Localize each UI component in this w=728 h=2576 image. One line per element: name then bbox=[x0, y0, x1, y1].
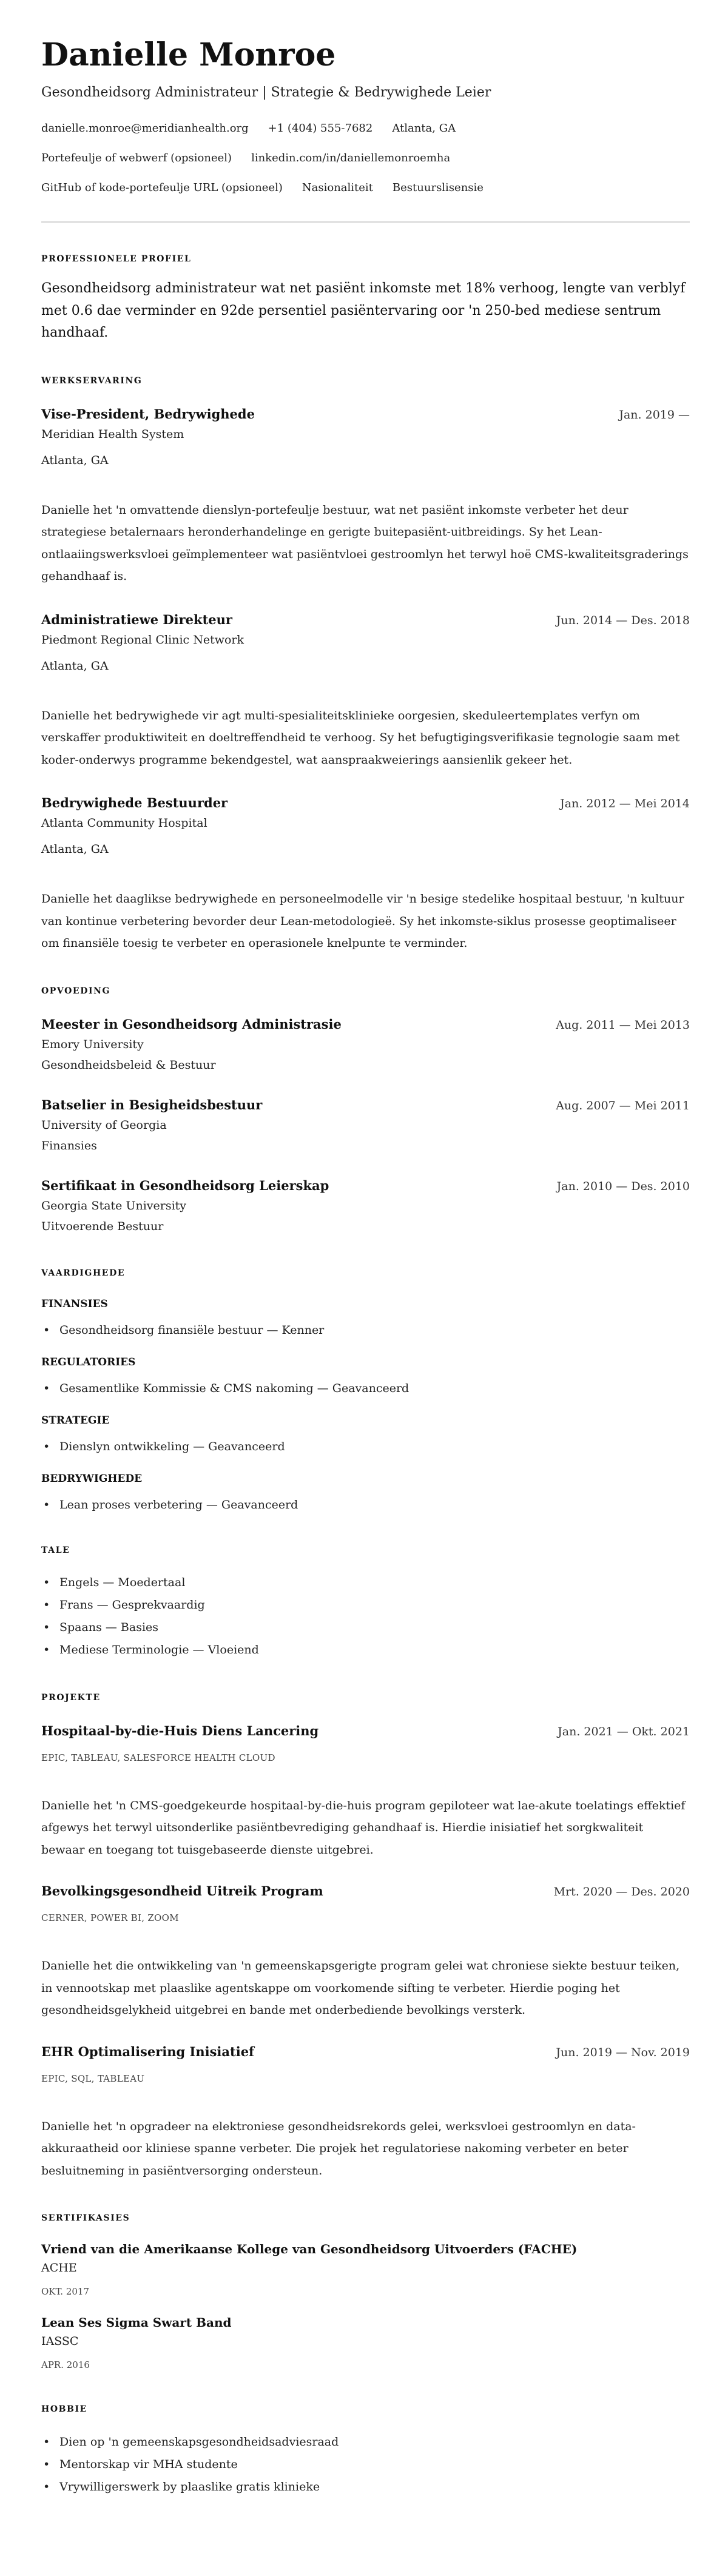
certification-entry bbox=[41, 2314, 690, 2373]
job-entry bbox=[41, 405, 690, 588]
project-title: EHR Optimalisering Inisiatief bbox=[41, 2043, 255, 2059]
job-location: Atlanta, GA bbox=[41, 842, 109, 856]
language-item: • Mediese Terminologie — Vloeiend bbox=[41, 1639, 690, 1661]
project-list bbox=[41, 1722, 690, 2182]
job-dates: Jun. 2014 — Des. 2018 bbox=[556, 613, 690, 627]
skill-category: STRATEGIE bbox=[41, 1414, 110, 1427]
section-heading-hobbies: HOBBIE bbox=[41, 2404, 87, 2414]
job-description: Danielle het bedrywighede vir agt multi-spesialiteitsklinieke oorgesien, skeduleertemplates verfyn om verskaffer produktiwiteit en doeltreffendheid te verhoog. Sy het befugtigingsverifikasie tegnologie saam met koder-onderwys programme bekendgestel, wat aanspraakweierings aansienlik gekeer het. bbox=[41, 708, 680, 767]
certification-issuer: ACHE bbox=[41, 2261, 77, 2275]
school-name: University of Georgia bbox=[41, 1118, 167, 1132]
certification-list bbox=[41, 2241, 690, 2373]
certification-entry bbox=[41, 2241, 690, 2299]
skill-list bbox=[41, 1321, 690, 1339]
job-company: Atlanta Community Hospital bbox=[41, 816, 207, 830]
job-dates: Jan. 2019 — bbox=[619, 408, 690, 422]
project-tech-stack: CERNER, POWER BI, ZOOM bbox=[41, 1912, 179, 1923]
contact-row bbox=[41, 121, 690, 136]
candidate-name: Danielle Monroe bbox=[41, 36, 336, 73]
certification-issuer: IASSC bbox=[41, 2335, 79, 2348]
hobby-list bbox=[41, 2431, 690, 2498]
field-of-study: Uitvoerende Bestuur bbox=[41, 1219, 164, 1233]
header-divider bbox=[41, 221, 690, 223]
section-heading-certifications: SERTIFIKASIES bbox=[41, 2213, 130, 2223]
linkedin-link[interactable]: linkedin.com/in/daniellemonroemha bbox=[251, 152, 451, 164]
hobby-item: • Dien op 'n gemeenskapsgesondheidsadviesraad bbox=[41, 2431, 690, 2453]
project-title: Bevolkingsgesondheid Uitreik Program bbox=[41, 1883, 323, 1898]
project-entry bbox=[41, 2043, 690, 2182]
education-list bbox=[41, 1015, 690, 1237]
education-dates: Aug. 2007 — Mei 2011 bbox=[556, 1098, 690, 1112]
portfolio-link[interactable]: Portefeulje of webwerf (opsioneel) bbox=[41, 152, 232, 164]
education-entry bbox=[41, 1096, 690, 1156]
candidate-headline: Gesondheidsorg Administrateur | Strategie & Bedrywighede Leier bbox=[41, 85, 491, 100]
education-entry bbox=[41, 1015, 690, 1075]
project-description: Danielle het 'n CMS-goedgekeurde hospitaal-by-die-huis program gepiloteer wat lae-akute toelatings effektief afgewys het terwyl uitsonderlike pasiëntbevrediging gehandhaaf is. Hierdie inisiatief het sorgkwaliteit bewaar en toegang tot tuisgebaseerde dienste uitgebrei. bbox=[41, 1798, 686, 1857]
job-company: Piedmont Regional Clinic Network bbox=[41, 633, 244, 647]
skill-item: • Gesamentlike Kommissie & CMS nakoming — Geavanceerd bbox=[41, 1379, 690, 1397]
project-tech-stack: EPIC, SQL, TABLEAU bbox=[41, 2073, 145, 2084]
section-heading-profile: PROFESSIONELE PROFIEL bbox=[41, 254, 192, 264]
skill-category: REGULATORIES bbox=[41, 1356, 136, 1368]
project-title: Hospitaal-by-die-Huis Diens Lancering bbox=[41, 1723, 319, 1738]
location: Atlanta, GA bbox=[392, 122, 456, 135]
job-company: Meridian Health System bbox=[41, 427, 184, 441]
certification-title: Lean Ses Sigma Swart Band bbox=[41, 2315, 232, 2330]
job-title: Vise-President, Bedrywighede bbox=[41, 406, 255, 422]
language-item: • Frans — Gesprekvaardig bbox=[41, 1594, 690, 1616]
school-name: Emory University bbox=[41, 1037, 144, 1051]
job-description: Danielle het 'n omvattende dienslyn-portefeulje bestuur, wat net pasiënt inkomste verbeter het deur strategiese betalernaars heronderhandelinge en gerigte buitepasiënt-uitbreidings. Sy het Lean-ontlaaiingswerksvloei geïmplementeer wat pasiëntvloei gestroomlyn het terwyl hoë CMS-kwaliteitsgraderings gehandhaaf is. bbox=[41, 503, 689, 583]
skill-item: • Gesondheidsorg finansiële bestuur — Kenner bbox=[41, 1321, 690, 1339]
job-location: Atlanta, GA bbox=[41, 453, 109, 467]
skill-item: • Dienslyn ontwikkeling — Geavanceerd bbox=[41, 1438, 690, 1456]
degree-title: Sertifikaat in Gesondheidsorg Leierskap bbox=[41, 1177, 329, 1193]
job-entry bbox=[41, 611, 690, 772]
language-item: • Spaans — Basies bbox=[41, 1616, 690, 1639]
drivers-license: Bestuurslisensie bbox=[392, 181, 484, 194]
job-entry bbox=[41, 794, 690, 955]
job-dates: Jan. 2012 — Mei 2014 bbox=[560, 797, 690, 810]
experience-list bbox=[41, 405, 690, 955]
resume-header bbox=[41, 36, 690, 196]
job-title: Bedrywighede Bestuurder bbox=[41, 795, 228, 810]
nationality: Nasionaliteit bbox=[302, 181, 373, 194]
job-title: Administratiewe Direkteur bbox=[41, 611, 232, 627]
field-of-study: Gesondheidsbeleid & Bestuur bbox=[41, 1058, 216, 1072]
profile-summary: Gesondheidsorg administrateur wat net pasiënt inkomste met 18% verhoog, lengte van verblyf met 0.6 dae verminder en 92de persentiel pasiëntervaring oor 'n 250-bed mediese sentrum handhaaf. bbox=[41, 281, 686, 340]
project-tech-stack: EPIC, TABLEAU, SALESFORCE HEALTH CLOUD bbox=[41, 1752, 275, 1763]
skill-list bbox=[41, 1379, 690, 1397]
section-heading-languages: TALE bbox=[41, 1545, 70, 1555]
degree-title: Meester in Gesondheidsorg Administrasie bbox=[41, 1016, 342, 1032]
phone-number: +1 (404) 555-7682 bbox=[268, 122, 373, 135]
field-of-study: Finansies bbox=[41, 1138, 97, 1152]
contact-row bbox=[41, 180, 690, 196]
skill-item: • Lean proses verbetering — Geavanceerd bbox=[41, 1496, 690, 1514]
education-dates: Aug. 2011 — Mei 2013 bbox=[556, 1018, 690, 1032]
project-description: Danielle het die ontwikkeling van 'n gemeenskapsgerigte program gelei wat chroniese siekte bestuur teiken, in vennootskap met plaaslike agentskappe om voorkomende sifting te verbeter. Hierdie poging het gesondheidsgelykheid uitgebrei en bande met onderbediende bevolkings versterk. bbox=[41, 1959, 680, 2017]
job-description: Danielle het daaglikse bedrywighede en personeelmodelle vir 'n besige stedelike hospitaal bestuur, 'n kultuur van kontinue verbetering bevorder deur Lean-metodologieë. Sy het inkomste-siklus prosesse geoptimaliseer om finansiële toesig te verbeter en operasionele knelpunte te verminder. bbox=[41, 892, 684, 950]
project-dates: Jan. 2021 — Okt. 2021 bbox=[558, 1724, 690, 1738]
project-dates: Jun. 2019 — Nov. 2019 bbox=[556, 2045, 690, 2059]
education-entry bbox=[41, 1177, 690, 1237]
section-heading-projects: PROJEKTE bbox=[41, 1692, 101, 1703]
school-name: Georgia State University bbox=[41, 1199, 187, 1212]
project-dates: Mrt. 2020 — Des. 2020 bbox=[553, 1885, 690, 1898]
skill-category: FINANSIES bbox=[41, 1297, 108, 1310]
section-heading-experience: WERKSERVARING bbox=[41, 375, 143, 386]
skill-list bbox=[41, 1438, 690, 1456]
skill-list bbox=[41, 1496, 690, 1514]
degree-title: Batselier in Besigheidsbestuur bbox=[41, 1097, 263, 1112]
certification-date: OKT. 2017 bbox=[41, 2286, 90, 2297]
section-heading-education: OPVOEDING bbox=[41, 986, 111, 996]
certification-date: APR. 2016 bbox=[41, 2359, 90, 2370]
project-description: Danielle het 'n opgradeer na elektroniese gesondheidsrekords gelei, werksvloei gestroomlyn en data-akkuraatheid oor kliniese spanne verbeter. Die projek het regulatoriese nakoming verbeter en beter besluitneming in pasiëntversorging ondersteun. bbox=[41, 2119, 636, 2177]
project-entry bbox=[41, 1722, 690, 1861]
github-link[interactable]: GitHub of kode-portefeulje URL (opsioneel) bbox=[41, 181, 283, 194]
language-item: • Engels — Moedertaal bbox=[41, 1572, 690, 1594]
hobby-item: • Mentorskap vir MHA studente bbox=[41, 2453, 690, 2476]
skill-category: BEDRYWIGHEDE bbox=[41, 1472, 143, 1485]
certification-title: Vriend van die Amerikaanse Kollege van Gesondheidsorg Uitvoerders (FACHE) bbox=[41, 2242, 578, 2256]
language-list bbox=[41, 1572, 690, 1661]
contact-row bbox=[41, 150, 690, 166]
job-location: Atlanta, GA bbox=[41, 659, 109, 673]
email-link[interactable]: danielle.monroe@meridianhealth.org bbox=[41, 122, 249, 135]
section-heading-skills: VAARDIGHEDE bbox=[41, 1268, 126, 1278]
project-entry bbox=[41, 1882, 690, 2022]
education-dates: Jan. 2010 — Des. 2010 bbox=[556, 1179, 690, 1193]
hobby-item: • Vrywilligerswerk by plaaslike gratis klinieke bbox=[41, 2476, 690, 2498]
